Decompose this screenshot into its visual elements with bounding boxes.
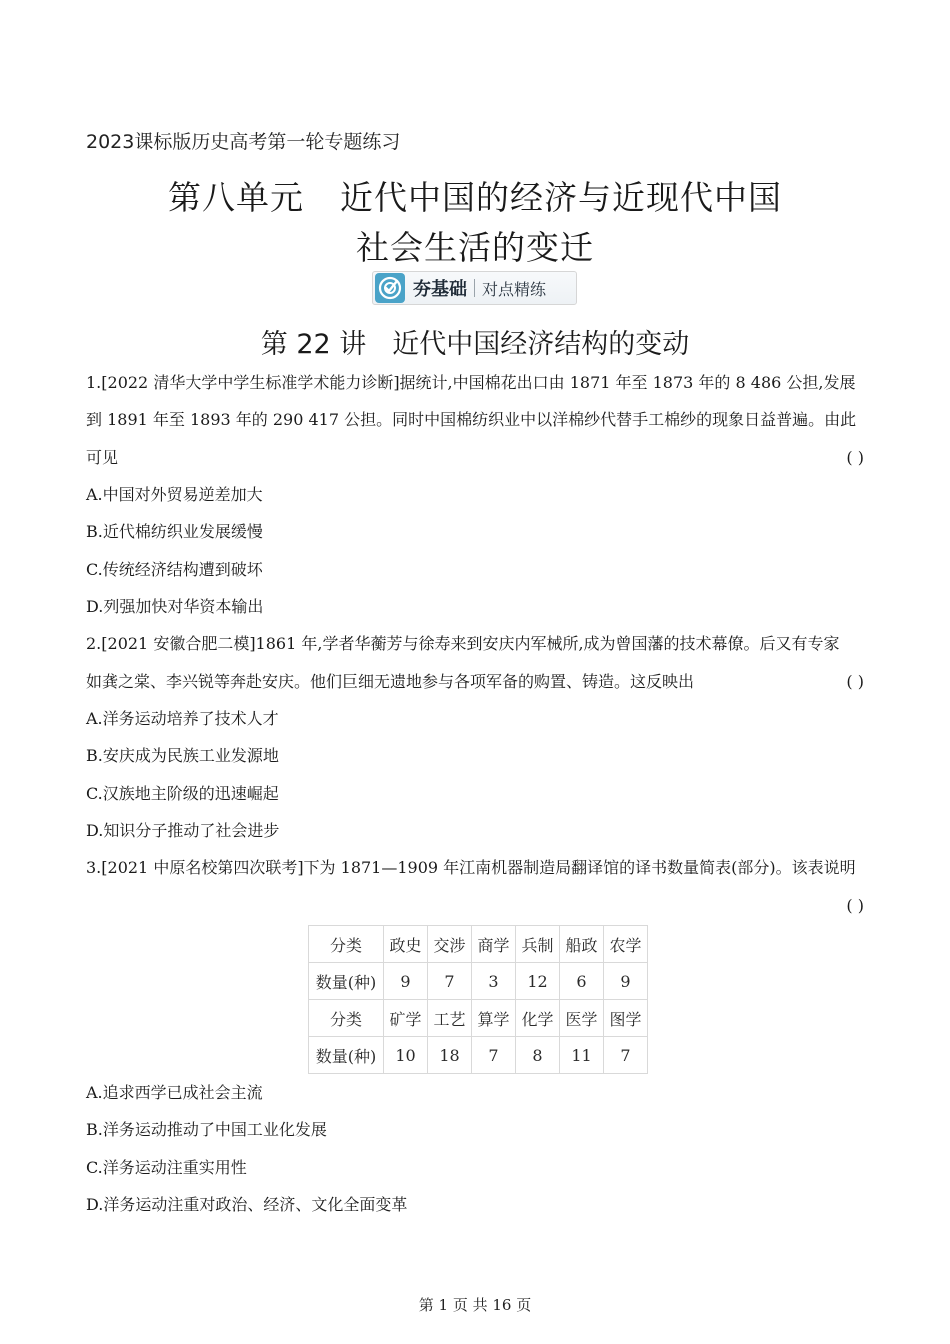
table-cell: 9 (384, 963, 428, 1000)
question-1-stem-end: 可见 (86, 448, 119, 467)
question-3-option-d[interactable]: D.洋务运动注重对政治、经济、文化全面变革 (86, 1195, 408, 1214)
table-cell: 18 (428, 1037, 472, 1074)
badge-label: 夯基础 (413, 279, 467, 300)
table-cell: 船政 (560, 926, 604, 963)
question-1-option-b[interactable]: B.近代棉纺织业发展缓慢 (86, 522, 263, 541)
badge-divider (474, 279, 475, 297)
table-cell: 农学 (604, 926, 648, 963)
question-2-stem-line: 2.[2021 安徽合肥二模]1861 年,学者华蘅芳与徐寿来到安庆内军械所,成为曾国藩的技术幕僚。后又有专家 (86, 634, 840, 653)
table-cell: 算学 (472, 1000, 516, 1037)
unit-name: 近代中国的经济与近现代中国 (340, 178, 782, 217)
section-badge (372, 271, 577, 305)
table-cell: 医学 (560, 1000, 604, 1037)
page-number: 第 1 页 共 16 页 (418, 1296, 532, 1314)
table-row (309, 1000, 648, 1037)
question-1-option-a[interactable]: A.中国对外贸易逆差加大 (86, 485, 263, 504)
question-1-option-c[interactable]: C.传统经济结构遭到破坏 (86, 560, 263, 579)
answer-bracket: ( ) (846, 672, 864, 691)
table-cell: 化学 (516, 1000, 560, 1037)
lecture-title (0, 322, 950, 361)
question-2-stem-line (86, 671, 864, 693)
question-2-option-a[interactable]: A.洋务运动培养了技术人才 (86, 709, 279, 728)
question-2-option-b[interactable]: B.安庆成为民族工业发源地 (86, 746, 279, 765)
question-3-option-c[interactable]: C.洋务运动注重实用性 (86, 1158, 247, 1177)
table-row (309, 1037, 648, 1074)
table-cell: 10 (384, 1037, 428, 1074)
translation-count-table (308, 925, 648, 1074)
table-cell: 3 (472, 963, 516, 1000)
table-cell: 兵制 (516, 926, 560, 963)
table-row (309, 963, 648, 1000)
question-1-stem-line: 1.[2022 清华大学中学生标准学术能力诊断]据统计,中国棉花出口由 1871 年至 1873 年的 8 486 公担,发展 (86, 373, 856, 392)
answer-bracket: ( ) (846, 896, 864, 915)
lecture-name: 近代中国经济结构的变动 (392, 329, 690, 360)
question-3-option-b[interactable]: B.洋务运动推动了中国工业化发展 (86, 1120, 327, 1139)
question-1-option-d[interactable]: D.列强加快对华资本输出 (86, 597, 264, 616)
table-cell: 分类 (309, 1000, 384, 1037)
table-cell: 交涉 (428, 926, 472, 963)
table-cell: 商学 (472, 926, 516, 963)
question-3-option-a[interactable]: A.追求西学已成社会主流 (86, 1083, 263, 1102)
question-2-option-c[interactable]: C.汉族地主阶级的迅速崛起 (86, 784, 279, 803)
table-cell: 6 (560, 963, 604, 1000)
table-cell: 11 (560, 1037, 604, 1074)
question-1-stem-line (86, 447, 864, 469)
table-cell: 分类 (309, 926, 384, 963)
table-cell: 政史 (384, 926, 428, 963)
table-cell: 8 (516, 1037, 560, 1074)
unit-title-line2: 社会生活的变迁 (356, 228, 594, 267)
question-3-stem-line: 3.[2021 中原名校第四次联考]下为 1871—1909 年江南机器制造局翻译馆的译书数量简表(部分)。该表说明 (86, 858, 856, 877)
question-2-stem-end: 如龚之棠、李兴锐等奔赴安庆。他们巨细无遗地参与各项军备的购置、铸造。这反映出 (86, 672, 695, 691)
table-cell: 12 (516, 963, 560, 1000)
question-2-option-d[interactable]: D.知识分子推动了社会进步 (86, 821, 280, 840)
series-title: 2023课标版历史高考第一轮专题练习 (86, 131, 401, 153)
table-cell: 矿学 (384, 1000, 428, 1037)
target-check-icon (375, 273, 405, 303)
unit-title (0, 172, 950, 219)
table-cell: 图学 (604, 1000, 648, 1037)
question-1-stem-line: 到 1891 年至 1893 年的 290 417 公担。同时中国棉纺织业中以洋棉纱代替手工棉纱的现象日益普遍。由此 (86, 410, 857, 429)
table-cell: 7 (472, 1037, 516, 1074)
answer-bracket: ( ) (846, 448, 864, 467)
badge-sublabel: 对点精练 (482, 279, 547, 299)
table-cell: 数量(种) (309, 963, 384, 1000)
table-row (309, 926, 648, 963)
table-cell: 7 (428, 963, 472, 1000)
table-cell: 工艺 (428, 1000, 472, 1037)
table-cell: 7 (604, 1037, 648, 1074)
table-cell: 9 (604, 963, 648, 1000)
lecture-number: 第 22 讲 (260, 329, 367, 360)
unit-number: 第八单元 (168, 178, 304, 217)
table-cell: 数量(种) (309, 1037, 384, 1074)
